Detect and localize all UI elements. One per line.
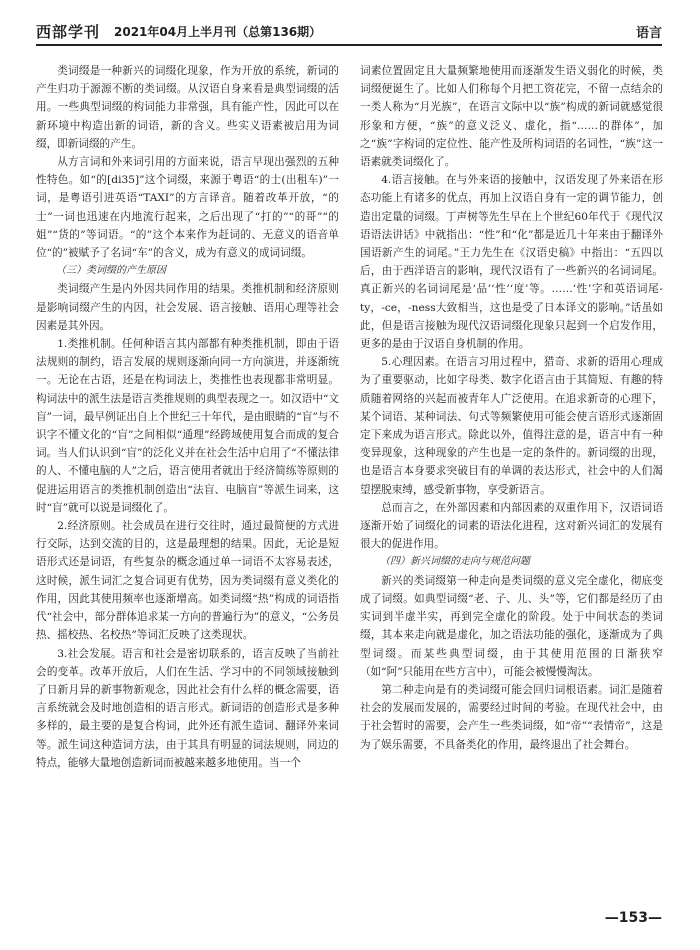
body-paragraph: 2.经济原则。社会成员在进行交往时，通过最简便的方式进行交际，达到交流的目的，这是最理想的结果。因此，无论是短语形式还是词语，有些复杂的概念通过单一词语不太容易表述，这时候，派生词汇之复合词更有优势，因为类词缀有意义类化的作用，因此其使用频率也逐渐增高。如类词缀“热”构成的词语指代“社会中，部分群体追求某一方向的普遍行为”的意义，“公务员热、摇校热、名校热”等词汇反映了这类现状。 [36,520,339,642]
left-column [36,62,339,772]
section-label: 语言 [635,26,662,41]
body-paragraph: 第二种走向是有的类词缀可能会回归词根语素。词汇是随着社会的发展而发展的，需要经过时间的考验。在现代社会中，由于社会暂时的需要，会产生一些类词缀，如“帝”“表情帝”，这是为了娱乐需要，不具备类化的作用，最终退出了社会舞台。 [360,683,663,751]
body-paragraph: 4.语言接触。在与外来语的接触中，汉语发现了外来语在形态功能上有诸多的优点，再加上汉语自身有一定的调节能力，创造出定量的词缀。丁声树等先生早在上个世纪60年代于《现代汉语语法讲话》中就指出：“性”和“化”都是近几十年来由于翻译外国语新产生的词尾。”王力先生在《汉语史稿》中指出：“五四以后，由于西洋语言的影响，现代汉语有了一些新兴的名词词尾。真正新兴的名词词尾是‘品’‘性’‘度’等。……‘性’字和英语词尾-ty，-ce，-ness大致相当，这也是受了日本译文的影响。”话虽如此，但是语言接触为现代汉语词缀化现象只起到一个启发作用，更多的是由于汉语自身机制的作用。 [360,174,663,351]
body-paragraph: 类词缀是一种新兴的词缀化现象，作为开放的系统，新词的产生归功于源源不断的类词缀。从汉语自身来看是典型词缀的活用。一些典型词缀的构词能力非常强，具有能产性，因此可以在新环境中构造出新的词语，新的含义。些实义语素被启用为词缀，即新词缀的产生。 [36,65,339,150]
body-paragraph: 类词缀产生是内外因共同作用的结果。类推机制和经济原则是影响词缀产生的内因，社会发展、语言接触、语用心理等社会因素是其外因。 [36,283,339,332]
body-paragraph: 从方言词和外来词引用的方面来说，语言早现出强烈的五种性特色。如“的[di35]”这个词缀，来源于粤语“的士(出租车)”一词，是粤语引进英语“TAXI”的方言译音。随着改革开放，“的士”一词也迅速在内地流行起来，之后出现了“打的”“的哥”“的姐”“货的”等词语。“的”这个本来作为赶词的、无意义的语音单位“的”被赋予了名词“车”的含义，成为有意义的成词词缀。 [36,156,339,260]
body-paragraph: 1.类推机制。任何种语言其内部都有种类推机制，即由于语法规则的制约，语言发展的规则逐渐向同一方向演进，并逐渐统一。无论在古语，还是在构词法上，类推性也表现都非常明显。构词法中的派生法是语言类推规则的典型表现之一。如汉语中“文盲”一词，最早例证出自上个世纪三十年代，是由眼睛的“盲”与不识字不懂文化的“盲”之间相似“通理”经跨域使用复合而成的复合词。当人们认识到“盲”的泛化义并在社会生活中启用了“不懂法律的人、不懂电脑的人”之后，语言使用者就出于经济简练等原则的促进运用语言的类推机制创造出“法盲、电脑盲”等派生词来，这时“盲”就可以说是词缀化了。 [36,338,339,514]
body-paragraph: 3.社会发展。语言和社会是密切联系的，语言反映了当前社会的变革。改革开放后，人们在生活、学习中的不同领域接触到了日新月异的新事物新观念，因此社会有什么样的概念需要，语言系统就会及时地创造相的语言形式。新词语的创造形式是多种多样的，最主要的是复合构词，此外还有派生造词、翻译外来词等。派生词这种造词方法，由于其具有明显的词法规则，同边的特点，能够大量地创造新词而被越来越多地使用。当一个 [36,647,339,769]
journal-masthead: 西部学刊 [36,23,101,41]
right-column [360,62,663,754]
page-header [36,20,662,46]
body-paragraph: 新兴的类词缀第一种走向是类词缀的意义完全虚化，彻底变成了词缀。如典型词缀“老、子、儿、头”等，它们都是经历了由实词到半虚半实，再到完全虚化的阶段。处于中间状态的类词缀，其本来走向就是虚化，加之语法功能的强化，逐渐成为了典型词缀。而某些典型词缀，由于其使用范围的日渐狭窄（如“阿”只能用在些方言中），可能会被慢慢淘汰。 [360,574,663,678]
section-heading: （三）类词缀的产生原因 [56,265,166,277]
body-paragraph: 总而言之，在外部因素和内部因素的双重作用下，汉语词语逐渐开始了词缀化的词素的语法化进程，这对新兴词汇的发展有很大的促进作用。 [360,501,663,551]
section-heading: （四）新兴词缀的走向与规范问题 [380,556,530,568]
body-paragraph: 5.心理因素。在语言习用过程中，猎奇、求新的语用心理成为了重要驱动，比如字母类、数字化语言由于其简短、有趣的特质随着网络的兴起而被青年人广泛使用。在追求新奇的心理下，某个词语、某种词法、句式等频繁使用可能会使言语形式逐渐固定下来成为语言形式。除此以外，值得注意的是，语言中有一种变异现象，这种现象的产生也是一定的条件的。新词缀的出现，也是语言本身要求突破目有的单调的表达形式，社会中的人们渴望摆脱束缚，感受新事物，享受新语言。 [360,356,663,496]
issue-info: 2021年04月上半月刊（总第136期） [114,25,322,39]
page-number: —153— [604,910,662,926]
body-paragraph: 词素位置固定且大量频繁地使用而逐渐发生语义弱化的时候，类词缀便诞生了。比如人们称每个月把工资花完，不留一点结余的一类人称为“月光族”，在语言文际中以“族”构成的新词就感觉很形象和方便，“族”的意义泛义、虚化，指“……的群体”，加之“族”字构词的定位性、能产性及所构词语的名词性，“族”这一语素就类词缀化了。 [360,65,663,169]
